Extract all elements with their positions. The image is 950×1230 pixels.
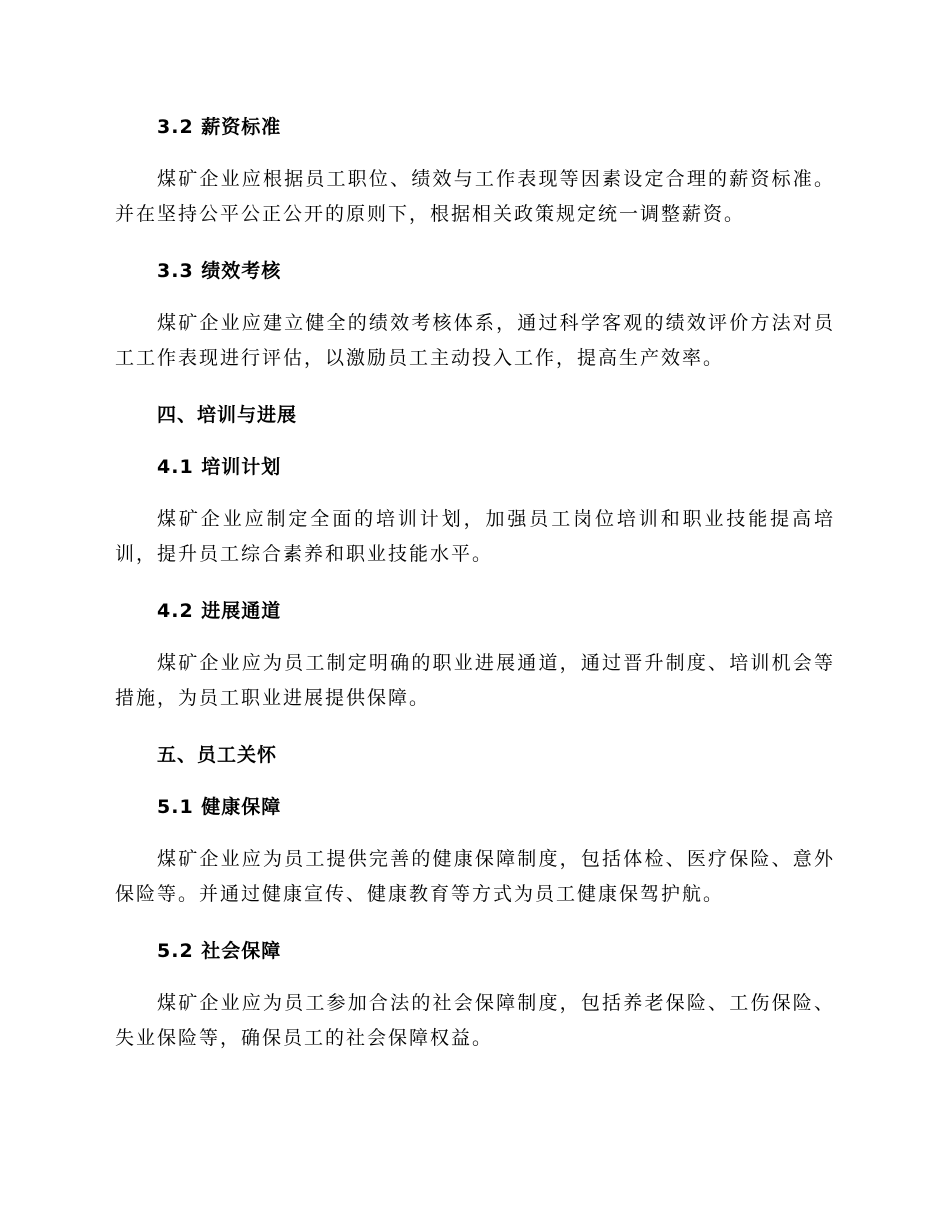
paragraph-salary-standard: 煤矿企业应根据员工职位、绩效与工作表现等因素设定合理的薪资标准。并在坚持公平公正公开的原则下，根据相关政策规定统一调整薪资。	[115, 168, 835, 225]
section-heading-3-3: 3.3 绩效考核	[157, 260, 282, 282]
section-heading-4-2: 4.2 进展通道	[157, 600, 282, 622]
paragraph-health-security: 煤矿企业应为员工提供完善的健康保障制度，包括体检、医疗保险、意外保险等。并通过健康宣传、健康教育等方式为员工健康保驾护航。	[115, 848, 835, 905]
paragraph-social-security: 煤矿企业应为员工参加合法的社会保障制度，包括养老保险、工伤保险、失业保险等，确保员工的社会保障权益。	[115, 992, 835, 1049]
paragraph-training-plan: 煤矿企业应制定全面的培训计划，加强员工岗位培训和职业技能提高培训，提升员工综合素养和职业技能水平。	[115, 508, 835, 565]
document-body	[115, 110, 835, 1056]
chapter-heading-employee-care: 五、员工关怀	[157, 744, 278, 766]
section-heading-4-1: 4.1 培训计划	[157, 456, 282, 478]
section-heading-5-1: 5.1 健康保障	[157, 796, 282, 818]
paragraph-career-path: 煤矿企业应为员工制定明确的职业进展通道，通过晋升制度、培训机会等措施，为员工职业进展提供保障。	[115, 652, 835, 709]
chapter-heading-training: 四、培训与进展	[157, 404, 298, 426]
paragraph-performance-review: 煤矿企业应建立健全的绩效考核体系，通过科学客观的绩效评价方法对员工工作表现进行评估，以激励员工主动投入工作，提高生产效率。	[115, 312, 835, 369]
section-heading-5-2: 5.2 社会保障	[157, 940, 282, 962]
section-heading-3-2: 3.2 薪资标准	[157, 116, 282, 138]
